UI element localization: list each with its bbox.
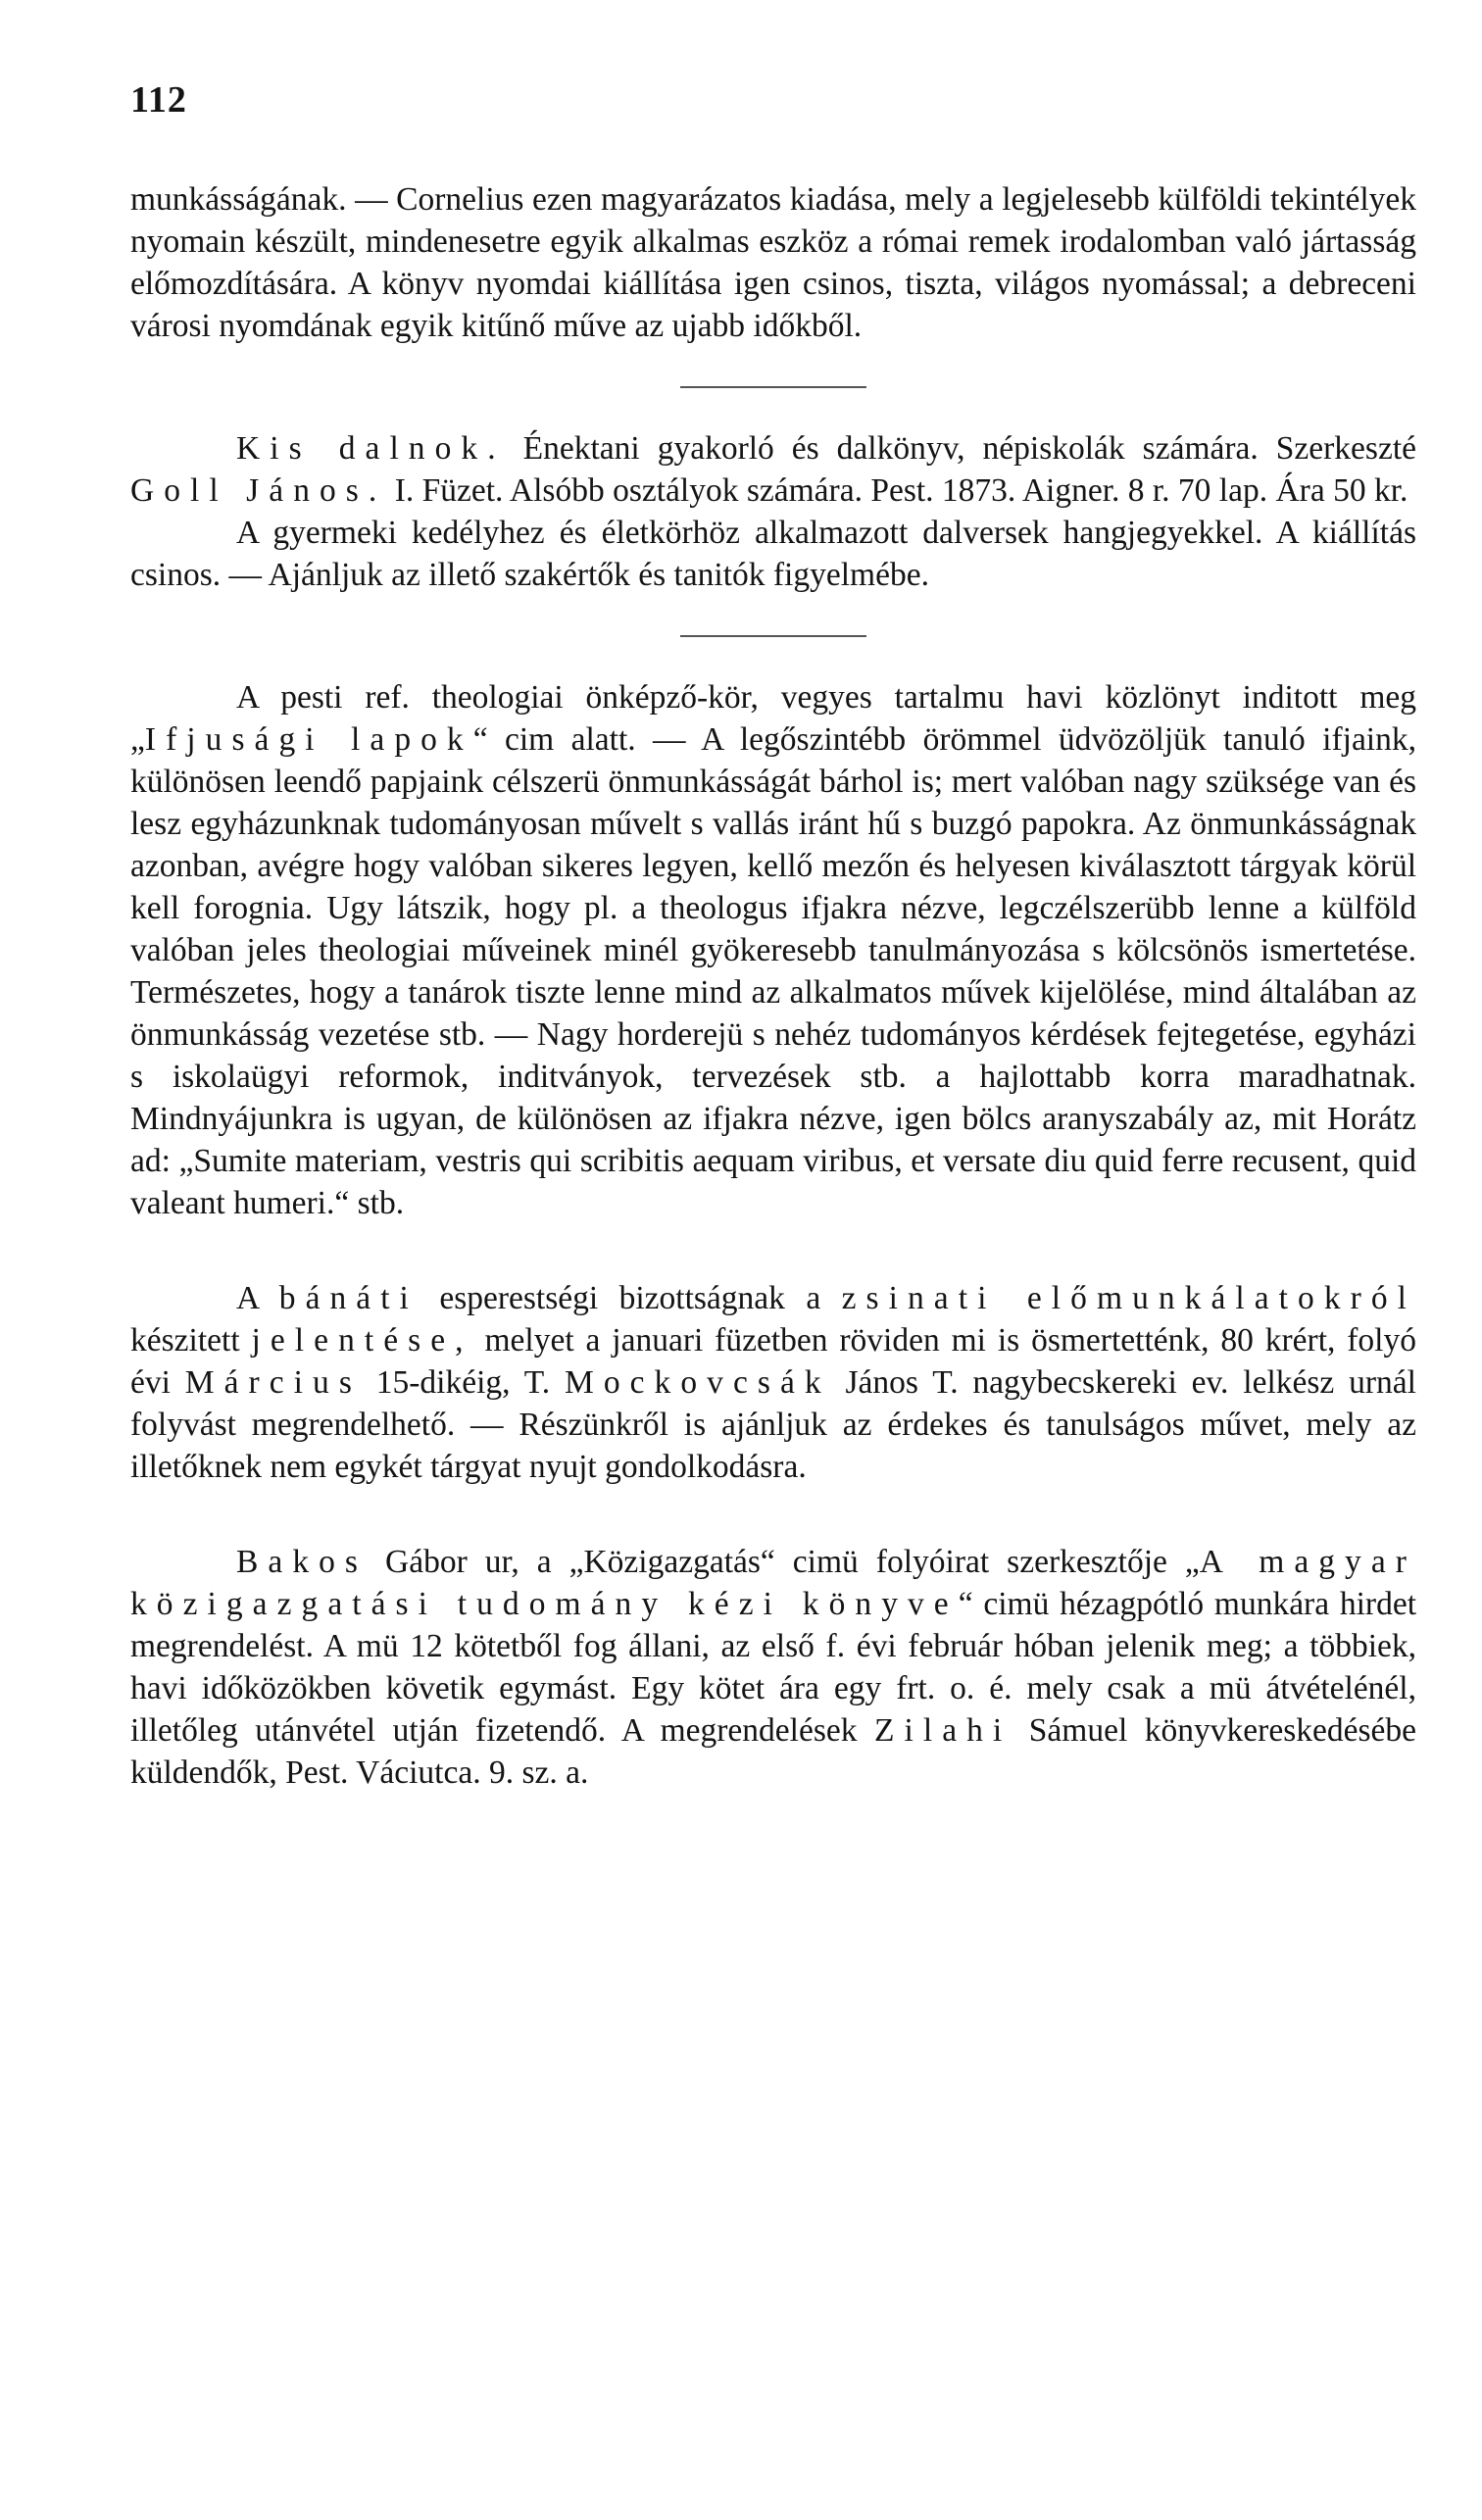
spaced-word-bakos: Bakos	[236, 1544, 368, 1580]
spaced-word-mockovcsak: Mockovcsák	[564, 1364, 831, 1401]
section-gap	[130, 1488, 1416, 1541]
text-run: Énektani gyakorló és dalkönyv, népiskolák számára. Szerkeszté	[505, 430, 1416, 467]
paragraph-kis-dalnok-review: A gyermeki kedélyhez és életkörhöz alkalmazott dalversek hangjegyekkel. A kiállítás csinos. — Ajánljuk az illető szakértők és tanitók figyelmébe.	[130, 515, 1416, 593]
paragraph-bakos-kozigazgatas	[130, 1541, 1416, 1794]
text-run: János T. nagybecskereki ev. lelkész urnál folyvást megrendelhető. — Részünkről is ajánljuk az érdekes és tanulságos művet, mely az illetőknek nem egykét tárgyat nyujt gondolkodásra.	[130, 1364, 1416, 1485]
section-divider	[680, 635, 866, 637]
paragraph-cornelius-review: munkásságának. — Cornelius ezen magyarázatos kiadása, mely a legjelesebb külföldi tekintélyek nyomain készült, mindenesetre egyik alkalmas eszköz a római remek irodalomban való jártasság előmozdítására. A könyv nyomdai kiállítása igen csinos, tiszta, világos nyomással; a debreceni városi nyomdának egyik kitűnő műve az ujabb időkből.	[130, 181, 1416, 344]
section-divider	[680, 386, 866, 388]
text-run: “ cim alatt. — A legőszintébb örömmel üdvözöljük tanuló ifjaink, különösen leendő papjaink célszerü önmunkásságát bárhol is; mert valóban nagy szüksége van és lesz egyházunknak tudományosan művelt s vallás iránt hű s buzgó papokra. Az önmunkásságnak azonban, avégre hogy valóban sikeres legyen, kellő mezőn és helyesen kiválasztott tárgyak körül kell forognia. Ugy látszik, hogy pl. a theologus ifjakra nézve, legczélszerübb lenne a külföld valóban jeles theologiai műveinek minél gyökeresebb tanulmányozása s kölcsönös ismertetése. Természetes, hogy a tanárok tiszte lenne mind az alkalmatos művek kijelölése, mind általában az önmunkásság vezetése stb. — Nagy horderejü s nehéz tudományos kérdések fejtegetése, egyházi s iskolaügyi reformok, inditványok, tervezések stb. a hajlottabb korra maradhatnak. Mindnyájunkra is ugyan, de különösen az ifjakra nézve, igen bölcs aranyszabály az, mit Horátz ad: „Sumite materiam, vestris qui scribitis aequam viribus, et versate diu quid ferre recusent, quid valeant humeri.“ stb.	[130, 721, 1416, 1221]
text-run: melyet a januari füzetben röviden mi is ösmertetténk, 80 krért, folyó évi	[130, 1322, 1416, 1401]
author-goll-janos: Goll János.	[130, 472, 387, 509]
spaced-word-zsinati: zsinati előmunkálatokról	[841, 1280, 1416, 1316]
spaced-word-banati: bánáti	[278, 1280, 419, 1316]
text-run: Gábor ur, a „Közigazgatás“ cimü folyóirat szerkesztője „	[368, 1544, 1200, 1580]
spaced-word-zilahi: Zilahi	[873, 1712, 1013, 1749]
text-run: 15-dikéig, T.	[361, 1364, 565, 1401]
spaced-word-jelentese: jelentése,	[251, 1322, 473, 1359]
text-run: A	[236, 1280, 279, 1316]
text-run: I. Füzet. Alsóbb osztályok számára. Pest. 1873. Aigner. 8 r. 70 lap. Ára 50 kr.	[386, 472, 1408, 509]
text-run: Sámuel könyvkereskedésébe küldendők, Pest. Váciutca. 9. sz. a.	[130, 1712, 1416, 1791]
text-run: “ cimü hézagpótló munkára hirdet megrendelést. A mü 12 kötetből fog állani, az első f. évi február hóban jelenik meg; a többiek, havi időközökben követik egymást. Egy kötet ára egy frt. o. é. mely csak a mü átvételénél, illetőleg utánvétel utján fizetendő. A megrendelések	[130, 1586, 1416, 1749]
page-number: 112	[130, 79, 187, 121]
book-title-kis-dalnok: Kis dalnok.	[236, 430, 506, 467]
text-run: esperestségi bizottságnak a	[418, 1280, 842, 1316]
text-run: A pesti ref. theologiai önképző-kör, vegyes tartalmu havi közlönyt inditott meg „	[130, 679, 1416, 758]
book-title-kozigazgatasi-kezikonyv: A magyar közigazgatási tudomány kézi könyve	[130, 1544, 1416, 1622]
paragraph-kis-dalnok	[130, 427, 1416, 512]
paragraph-banati-jelentes	[130, 1277, 1416, 1488]
spaced-word-marcius: Március	[184, 1364, 362, 1401]
text-run: készitett	[130, 1322, 252, 1359]
paragraph-ifjusagi-lapok	[130, 676, 1416, 1224]
journal-title-ifjusagi-lapok: Ifjusági lapok	[144, 721, 473, 758]
page-body	[130, 178, 1416, 1794]
section-gap	[130, 1224, 1416, 1277]
